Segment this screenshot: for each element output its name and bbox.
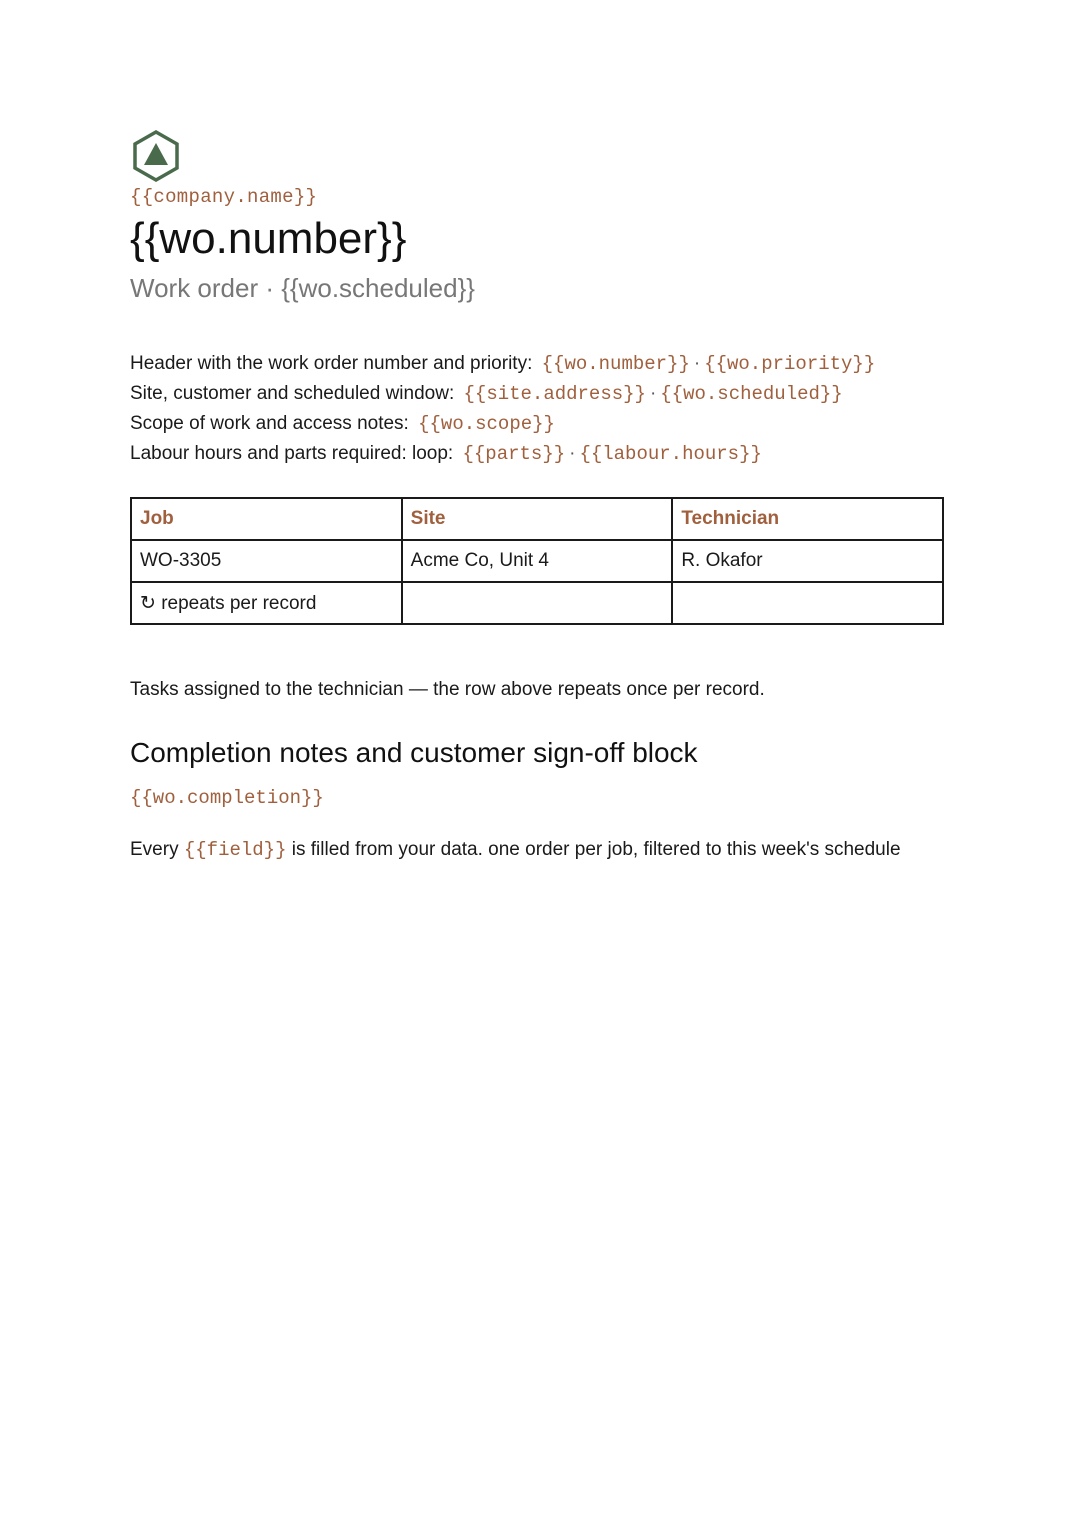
table-cell: R. Okafor (672, 540, 943, 582)
field-placeholder: {{parts}} (462, 443, 566, 465)
field-label: Header with the work order number and priority: (130, 353, 533, 374)
table-cell (402, 582, 673, 624)
page-title: {{wo.number}} (130, 214, 407, 263)
table-note: Tasks assigned to the technician — the row above repeats once per record. (130, 679, 765, 700)
footer-prefix: Every (130, 839, 179, 860)
table-cell: Acme Co, Unit 4 (402, 540, 673, 582)
completion-heading: Completion notes and customer sign-off block (130, 737, 698, 768)
table-header-row (131, 498, 943, 540)
column-header-site: Site (402, 498, 673, 540)
field-placeholder: {{site.address}} (463, 383, 646, 405)
separator: · (693, 353, 701, 374)
document-page (130, 130, 945, 861)
field-row-labour (130, 439, 945, 469)
footer-field-placeholder: {{field}} (183, 839, 287, 861)
field-label: Labour hours and parts required: loop: (130, 443, 454, 464)
field-list (130, 349, 945, 469)
table-cell: ↻ repeats per record (131, 582, 402, 624)
footer-suffix: is filled from your data. one order per job, filtered to this week's schedule (291, 839, 901, 860)
field-placeholder: {{labour.hours}} (579, 443, 762, 465)
field-label: Scope of work and access notes: (130, 413, 409, 434)
table-row (131, 540, 943, 582)
field-label: Site, customer and scheduled window: (130, 383, 455, 404)
column-header-technician: Technician (672, 498, 943, 540)
column-header-job: Job (131, 498, 402, 540)
page-subtitle: Work order · {{wo.scheduled}} (130, 273, 475, 303)
field-placeholder: {{wo.scope}} (418, 413, 555, 435)
completion-placeholder: {{wo.completion}} (130, 787, 324, 809)
tasks-table (130, 497, 944, 625)
field-row-header (130, 349, 945, 379)
field-placeholder: {{wo.priority}} (704, 353, 876, 375)
table-row-repeat (131, 582, 943, 624)
company-name: {{company.name}} (130, 186, 318, 208)
separator: · (569, 443, 576, 464)
table-cell: WO-3305 (131, 540, 402, 582)
field-row-scope (130, 409, 945, 439)
separator: · (649, 383, 657, 404)
triangle-hexagon-logo-icon (132, 130, 180, 182)
field-placeholder: {{wo.number}} (541, 353, 690, 375)
field-row-site (130, 379, 945, 409)
footer-text (130, 839, 945, 861)
field-placeholder: {{wo.scheduled}} (660, 383, 843, 405)
table-cell (672, 582, 943, 624)
